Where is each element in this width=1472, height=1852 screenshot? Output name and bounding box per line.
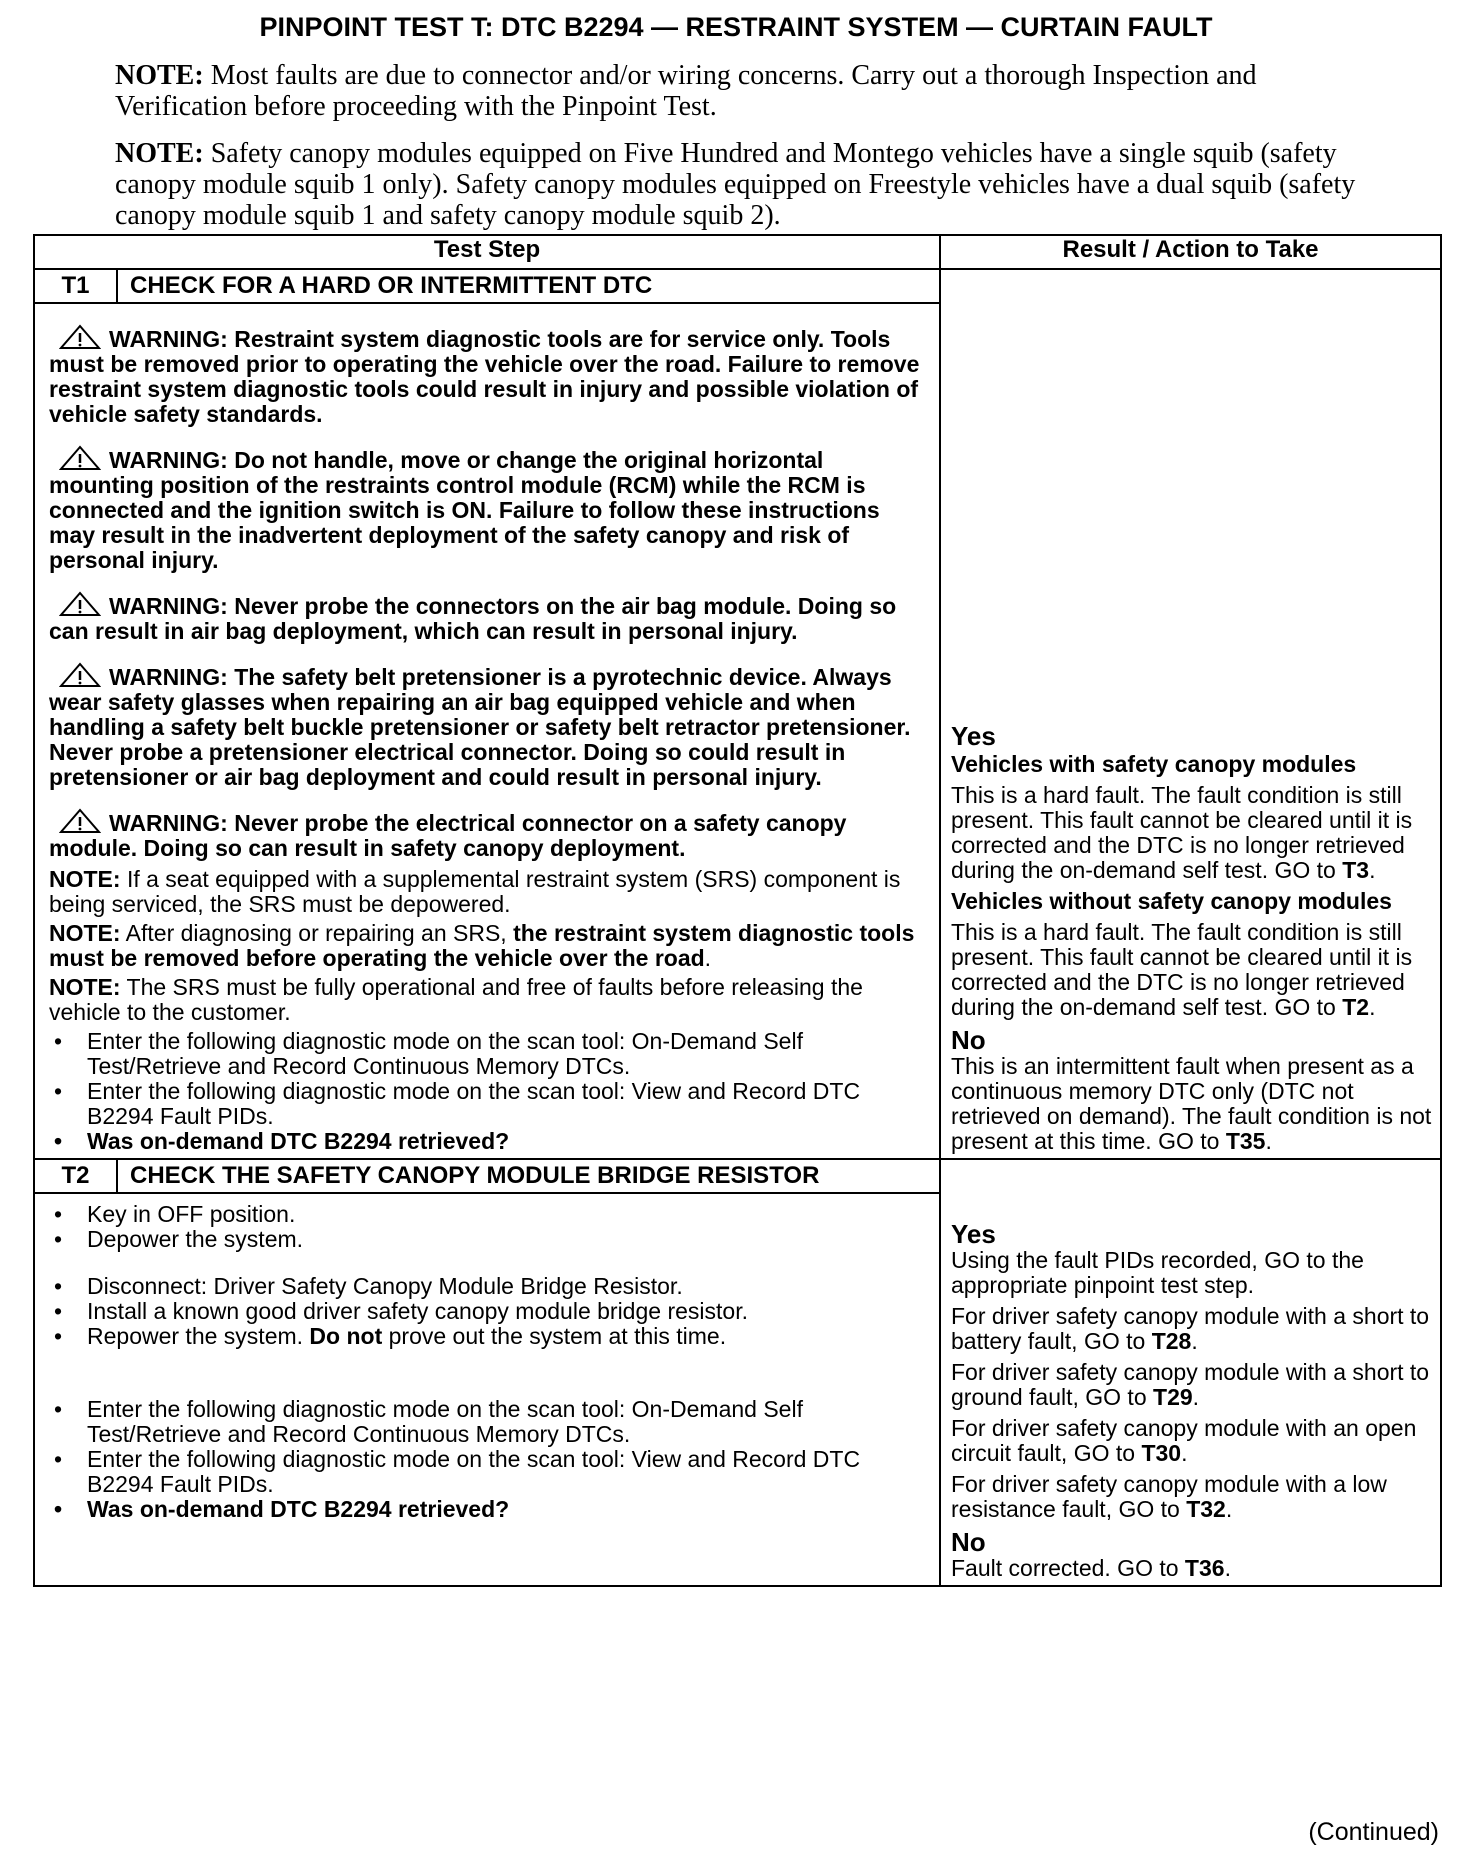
result-text: This is an intermittent fault when present as a continuous memory DTC only (DTC not retrieved on demand). The fault condition is not present at this time. GO to T35. [951, 1053, 1432, 1154]
warning-triangle-icon [59, 324, 101, 350]
note-operational [49, 975, 929, 1025]
list-item: • Enter the following diagnostic mode on the scan tool: On-Demand Self Test/Retrieve and Record Continuous Memory DTCs. [49, 1029, 929, 1079]
step-t2-body [34, 1193, 940, 1586]
list-item: • Enter the following diagnostic mode on the scan tool: View and Record DTC B2294 Fault PIDs. [49, 1447, 929, 1497]
note-depower [49, 867, 929, 917]
result-no-label: No [951, 1025, 986, 1055]
result-yes-label: Yes [951, 1219, 996, 1249]
warning-3 [49, 591, 929, 644]
result-text: For driver safety canopy module with a short to ground fault, GO to T29. [951, 1359, 1430, 1410]
result-text: This is a hard fault. The fault condition is still present. This fault cannot be cleared until it is corrected and the DTC is no longer retrieved during the on-demand self test. GO to T3. [951, 782, 1413, 883]
warning-triangle-icon [59, 591, 101, 617]
list-item-text-end: prove out the system at this time. [382, 1323, 727, 1349]
page-title: PINPOINT TEST T: DTC B2294 — RESTRAINT SYSTEM — CURTAIN FAULT [259, 12, 1213, 42]
result-text: Using the fault PIDs recorded, GO to the appropriate pinpoint test step. [951, 1247, 1364, 1298]
note-text-end: . [704, 945, 712, 971]
list-item-bold: Do not [309, 1323, 383, 1349]
note-text: The SRS must be fully operational and free of faults before releasing the vehicle to the customer. [49, 974, 863, 1025]
warning-text: WARNING: Do not handle, move or change the original horizontal mounting position of the restraints control module (RCM) while the RCM is connected and the ignition switch is ON. Failure to follow these instructions may result in the inadvertent deployment of the safety canopy and risk of personal injury. [49, 447, 880, 573]
result-subheading: Vehicles without safety canopy modules [951, 888, 1392, 914]
step-t2-result [940, 1159, 1441, 1586]
step-bullet-list [49, 1397, 929, 1522]
step-id: T2 [34, 1159, 117, 1193]
step-t1-body [34, 303, 940, 1159]
list-item [49, 1324, 929, 1349]
result-text-body: This is an intermittent fault when present as a continuous memory DTC only (DTC not retrieved on demand). The fault condition is not present at this time. GO to [951, 1053, 1432, 1154]
result-text-body: For driver safety canopy module with an open circuit fault, GO to [951, 1415, 1417, 1466]
step-bullet-list [49, 1202, 929, 1252]
goto-step-link[interactable]: T3 [1342, 857, 1370, 883]
list-item: • Install a known good driver safety canopy module bridge resistor. [49, 1299, 929, 1324]
result-subheading: Vehicles with safety canopy modules [951, 751, 1357, 777]
list-item-text: Repower the system. [87, 1323, 310, 1349]
list-item: • Depower the system. [49, 1227, 929, 1252]
goto-step-link[interactable]: T36 [1184, 1555, 1225, 1581]
goto-step-link[interactable]: T32 [1186, 1496, 1226, 1522]
warning-text: WARNING: The safety belt pretensioner is a pyrotechnic device. Always wear safety glasses when repairing an air bag equipped vehicle and when handling a safety belt buckle pretensioner or safety belt retractor pretensioner. Never probe a pretensioner electrical connector. Doing so could result in pretensioner or air bag deployment and could result in personal injury. [49, 664, 911, 790]
column-header-result: Result / Action to Take [940, 235, 1441, 269]
list-item: • Key in OFF position. [49, 1202, 929, 1227]
warning-text: WARNING: Restraint system diagnostic tools are for service only. Tools must be removed prior to operating the vehicle over the road. Failure to remove restraint system diagnostic tools could result in injury and possible violation of vehicle safety standards. [49, 326, 920, 427]
step-t1-title-row [34, 269, 1441, 303]
note-squib [115, 138, 1365, 231]
note-label: NOTE: [49, 866, 121, 892]
continued-label: (Continued) [1308, 1818, 1439, 1846]
warning-2 [49, 445, 929, 573]
warning-triangle-icon [59, 445, 101, 471]
note-text: After diagnosing or repairing an SRS, [120, 920, 514, 946]
step-id: T1 [34, 269, 117, 303]
note-label: NOTE: [115, 60, 204, 91]
note-text: Safety canopy modules equipped on Five Hundred and Montego vehicles have a single squib (safety canopy module squib 1 only). Safety canopy modules equipped on Freestyle vehicles have a dual squib (safety canopy module squib 1 and safety canopy module squib 2). [115, 138, 1356, 231]
warning-5 [49, 808, 929, 861]
list-item: • Enter the following diagnostic mode on the scan tool: On-Demand Self Test/Retrieve and Record Continuous Memory DTCs. [49, 1397, 929, 1447]
result-text: This is a hard fault. The fault condition is still present. This fault cannot be cleared until it is corrected and the DTC is no longer retrieved during the on-demand self test. GO to T2. [951, 919, 1413, 1020]
note-bold-text: the restraint system diagnostic tools must be removed before operating the vehicle over the road [49, 920, 915, 971]
note-label: NOTE: [49, 974, 121, 1000]
warning-triangle-icon [59, 808, 101, 834]
note-text: If a seat equipped with a supplemental restraint system (SRS) component is being serviced, the SRS must be depowered. [49, 866, 901, 917]
result-text-body: This is a hard fault. The fault condition is still present. This fault cannot be cleared until it is corrected and the DTC is no longer retrieved during the on-demand self test. GO to [951, 782, 1413, 883]
step-question: • Was on-demand DTC B2294 retrieved? [49, 1497, 929, 1522]
note-remove-tools [49, 921, 929, 971]
step-t1-result [940, 269, 1441, 1159]
result-text: For driver safety canopy module with an open circuit fault, GO to T30. [951, 1415, 1417, 1466]
result-text: For driver safety canopy module with a short to battery fault, GO to T28. [951, 1303, 1430, 1354]
goto-step-link[interactable]: T35 [1225, 1128, 1266, 1154]
goto-step-link[interactable]: T30 [1141, 1440, 1182, 1466]
step-bullet-list [49, 1029, 929, 1154]
note-label: NOTE: [49, 920, 121, 946]
result-text-body: For driver safety canopy module with a short to ground fault, GO to [951, 1359, 1430, 1410]
step-title: CHECK FOR A HARD OR INTERMITTENT DTC [117, 269, 940, 303]
result-yes-label: Yes [951, 721, 996, 751]
list-item: • Disconnect: Driver Safety Canopy Module Bridge Resistor. [49, 1274, 929, 1299]
result-text-body: Fault corrected. GO to [951, 1555, 1185, 1581]
warning-text: WARNING: Never probe the electrical connector on a safety canopy module. Doing so can result in safety canopy deployment. [49, 810, 847, 861]
list-item: • Enter the following diagnostic mode on the scan tool: View and Record DTC B2294 Fault PIDs. [49, 1079, 929, 1129]
goto-step-link[interactable]: T2 [1342, 994, 1370, 1020]
warning-1 [49, 324, 929, 427]
step-t2-title-row [34, 1159, 1441, 1193]
table-header-row [34, 235, 1441, 269]
step-bullet-list [49, 1274, 929, 1349]
pinpoint-test-table [33, 234, 1442, 1587]
warning-text: WARNING: Never probe the connectors on the air bag module. Doing so can result in air bag deployment, which can result in personal injury. [49, 593, 897, 644]
note-text: Most faults are due to connector and/or wiring concerns. Carry out a thorough Inspection and Verification before proceeding with the Pinpoint Test. [115, 60, 1257, 122]
result-text: For driver safety canopy module with a low resistance fault, GO to T32. [951, 1471, 1387, 1522]
result-text: Fault corrected. GO to T36. [951, 1555, 1231, 1581]
step-title: CHECK THE SAFETY CANOPY MODULE BRIDGE RESISTOR [117, 1159, 940, 1193]
result-text-body: For driver safety canopy module with a low resistance fault, GO to [951, 1471, 1387, 1522]
note-connector-wiring [115, 60, 1365, 122]
result-text-body: This is a hard fault. The fault condition is still present. This fault cannot be cleared until it is corrected and the DTC is no longer retrieved during the on-demand self test. GO to [951, 919, 1413, 1020]
goto-step-link[interactable]: T29 [1153, 1384, 1193, 1410]
note-label: NOTE: [115, 138, 204, 169]
result-text-body: For driver safety canopy module with a short to battery fault, GO to [951, 1303, 1430, 1354]
warning-triangle-icon [59, 662, 101, 688]
result-no-label: No [951, 1527, 986, 1557]
column-header-test-step: Test Step [34, 235, 940, 269]
step-question: • Was on-demand DTC B2294 retrieved? [49, 1129, 929, 1154]
warning-4 [49, 662, 929, 790]
goto-step-link[interactable]: T28 [1151, 1328, 1192, 1354]
